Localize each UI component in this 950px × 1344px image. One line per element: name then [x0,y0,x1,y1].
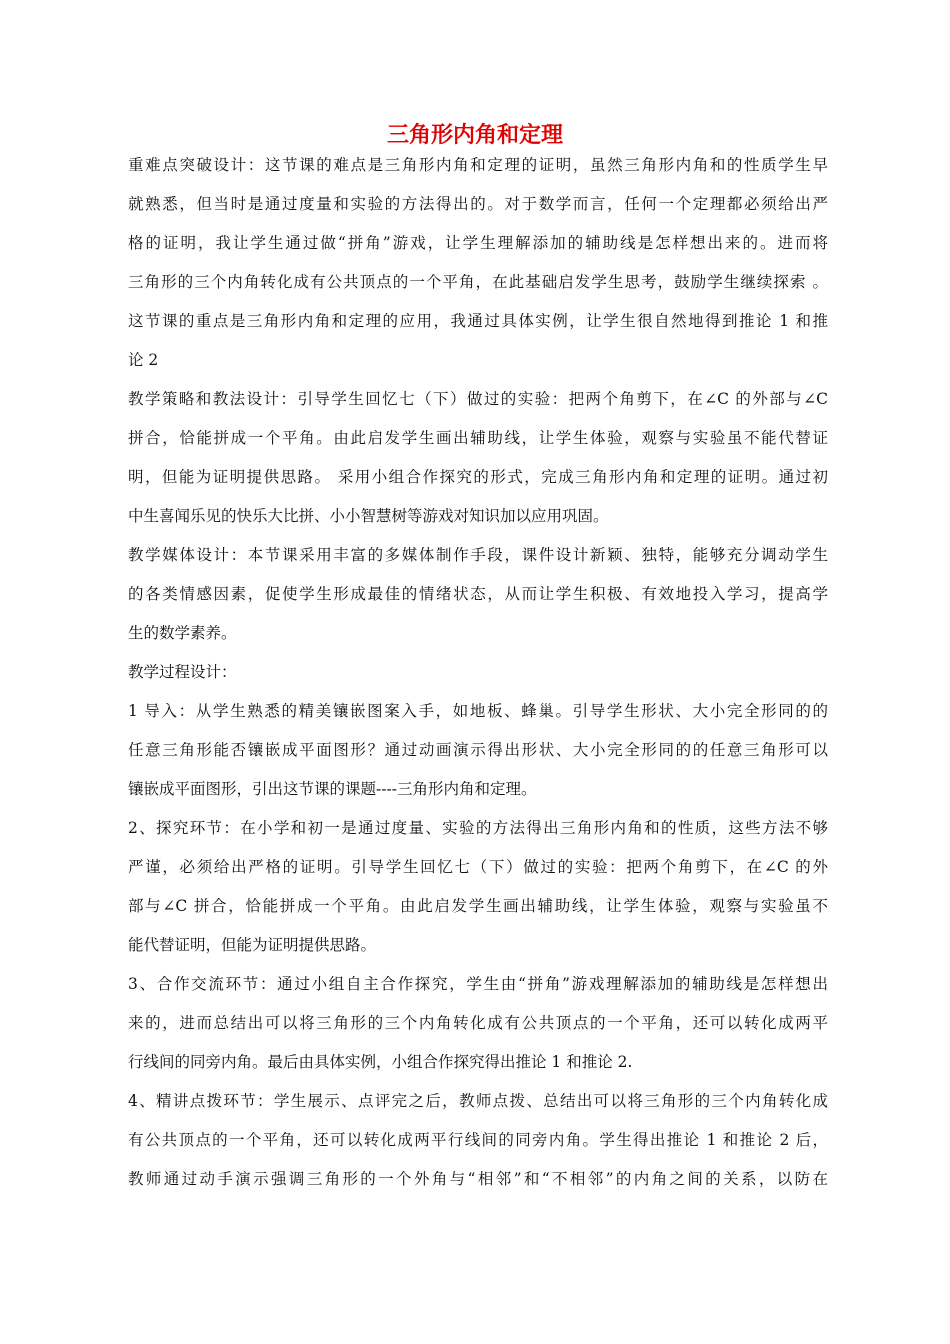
body-line: 重难点突破设计：这节课的难点是三角形内角和定理的证明，虽然三角形内角和的性质学生早 [128,156,828,174]
body-line: 明，但能为证明提供思路。 采用小组合作探究的形式，完成三角形内角和定理的证明。通过初 [128,468,828,486]
body-line: 格的证明，我让学生通过做“拼角”游戏，让学生理解添加的辅助线是怎样想出来的。进而将 [128,234,828,252]
body-line: 就熟悉，但当时是通过度量和实验的方法得出的。对于数学而言，任何一个定理都必须给出严 [128,195,828,213]
document-title: 三角形内角和定理 [386,123,563,148]
body-line: 三角形的三个内角转化成有公共顶点的一个平角，在此基础启发学生思考，鼓励学生继续探索 。 [128,273,828,291]
body-line: 教师通过动手演示强调三角形的一个外角与“相邻”和“不相邻”的内角之间的关系，以防在 [128,1170,828,1188]
body-line: 任意三角形能否镶嵌成平面图形？通过动画演示得出形状、大小完全形同的的任意三角形可以 [128,741,828,759]
body-line: 1 导入：从学生熟悉的精美镶嵌图案入手，如地板、蜂巢。引导学生形状、大小完全形同的的 [128,702,828,720]
body-line: 中生喜闻乐见的快乐大比拼、小小智慧树等游戏对知识加以应用巩固。 [128,507,609,525]
body-line: 部与∠C 拼合，恰能拼成一个平角。由此启发学生画出辅助线，让学生体验，观察与实验虽不 [128,897,828,915]
document-body [128,146,828,1199]
body-line: 3、合作交流环节：通过小组自主合作探究，学生由“拼角”游戏理解添加的辅助线是怎样想出 [128,975,828,993]
body-line: 教学过程设计： [128,663,237,681]
body-line: 有公共顶点的一个平角，还可以转化成两平行线间的同旁内角。学生得出推论 1 和推论 2 后， [128,1131,828,1149]
body-line: 教学媒体设计：本节课采用丰富的多媒体制作手段，课件设计新颖、独特，能够充分调动学生 [128,546,828,564]
body-line: 严谨，必须给出严格的证明。引导学生回忆七（下）做过的实验：把两个角剪下，在∠C 的外 [128,858,828,876]
body-line: 能代替证明，但能为证明提供思路。 [128,936,377,954]
body-line: 4、精讲点拨环节：学生展示、点评完之后，教师点拨、总结出可以将三角形的三个内角转化成 [128,1092,828,1110]
body-line: 2、探究环节：在小学和初一是通过度量、实验的方法得出三角形内角和的性质，这些方法不够 [128,819,828,837]
body-line: 这节课的重点是三角形内角和定理的应用，我通过具体实例，让学生很自然地得到推论 1 和推 [128,312,828,330]
body-line: 来的，进而总结出可以将三角形的三个内角转化成有公共顶点的一个平角，还可以转化成两平 [128,1014,828,1032]
body-line: 镶嵌成平面图形，引出这节课的课题----三角形内角和定理。 [128,780,537,798]
body-line: 生的数学素养。 [128,624,237,642]
body-line: 行线间的同旁内角。最后由具体实例，小组合作探究得出推论 1 和推论 2. [128,1053,633,1071]
body-line: 教学策略和教法设计：引导学生回忆七（下）做过的实验：把两个角剪下，在∠C 的外部与∠C [128,390,828,408]
body-line: 的各类情感因素，促使学生形成最佳的情绪状态，从而让学生积极、有效地投入学习，提高学 [128,585,828,603]
body-line: 拼合，恰能拼成一个平角。由此启发学生画出辅助线，让学生体验，观察与实验虽不能代替证 [128,429,828,447]
body-line: 论 2 [128,351,159,369]
